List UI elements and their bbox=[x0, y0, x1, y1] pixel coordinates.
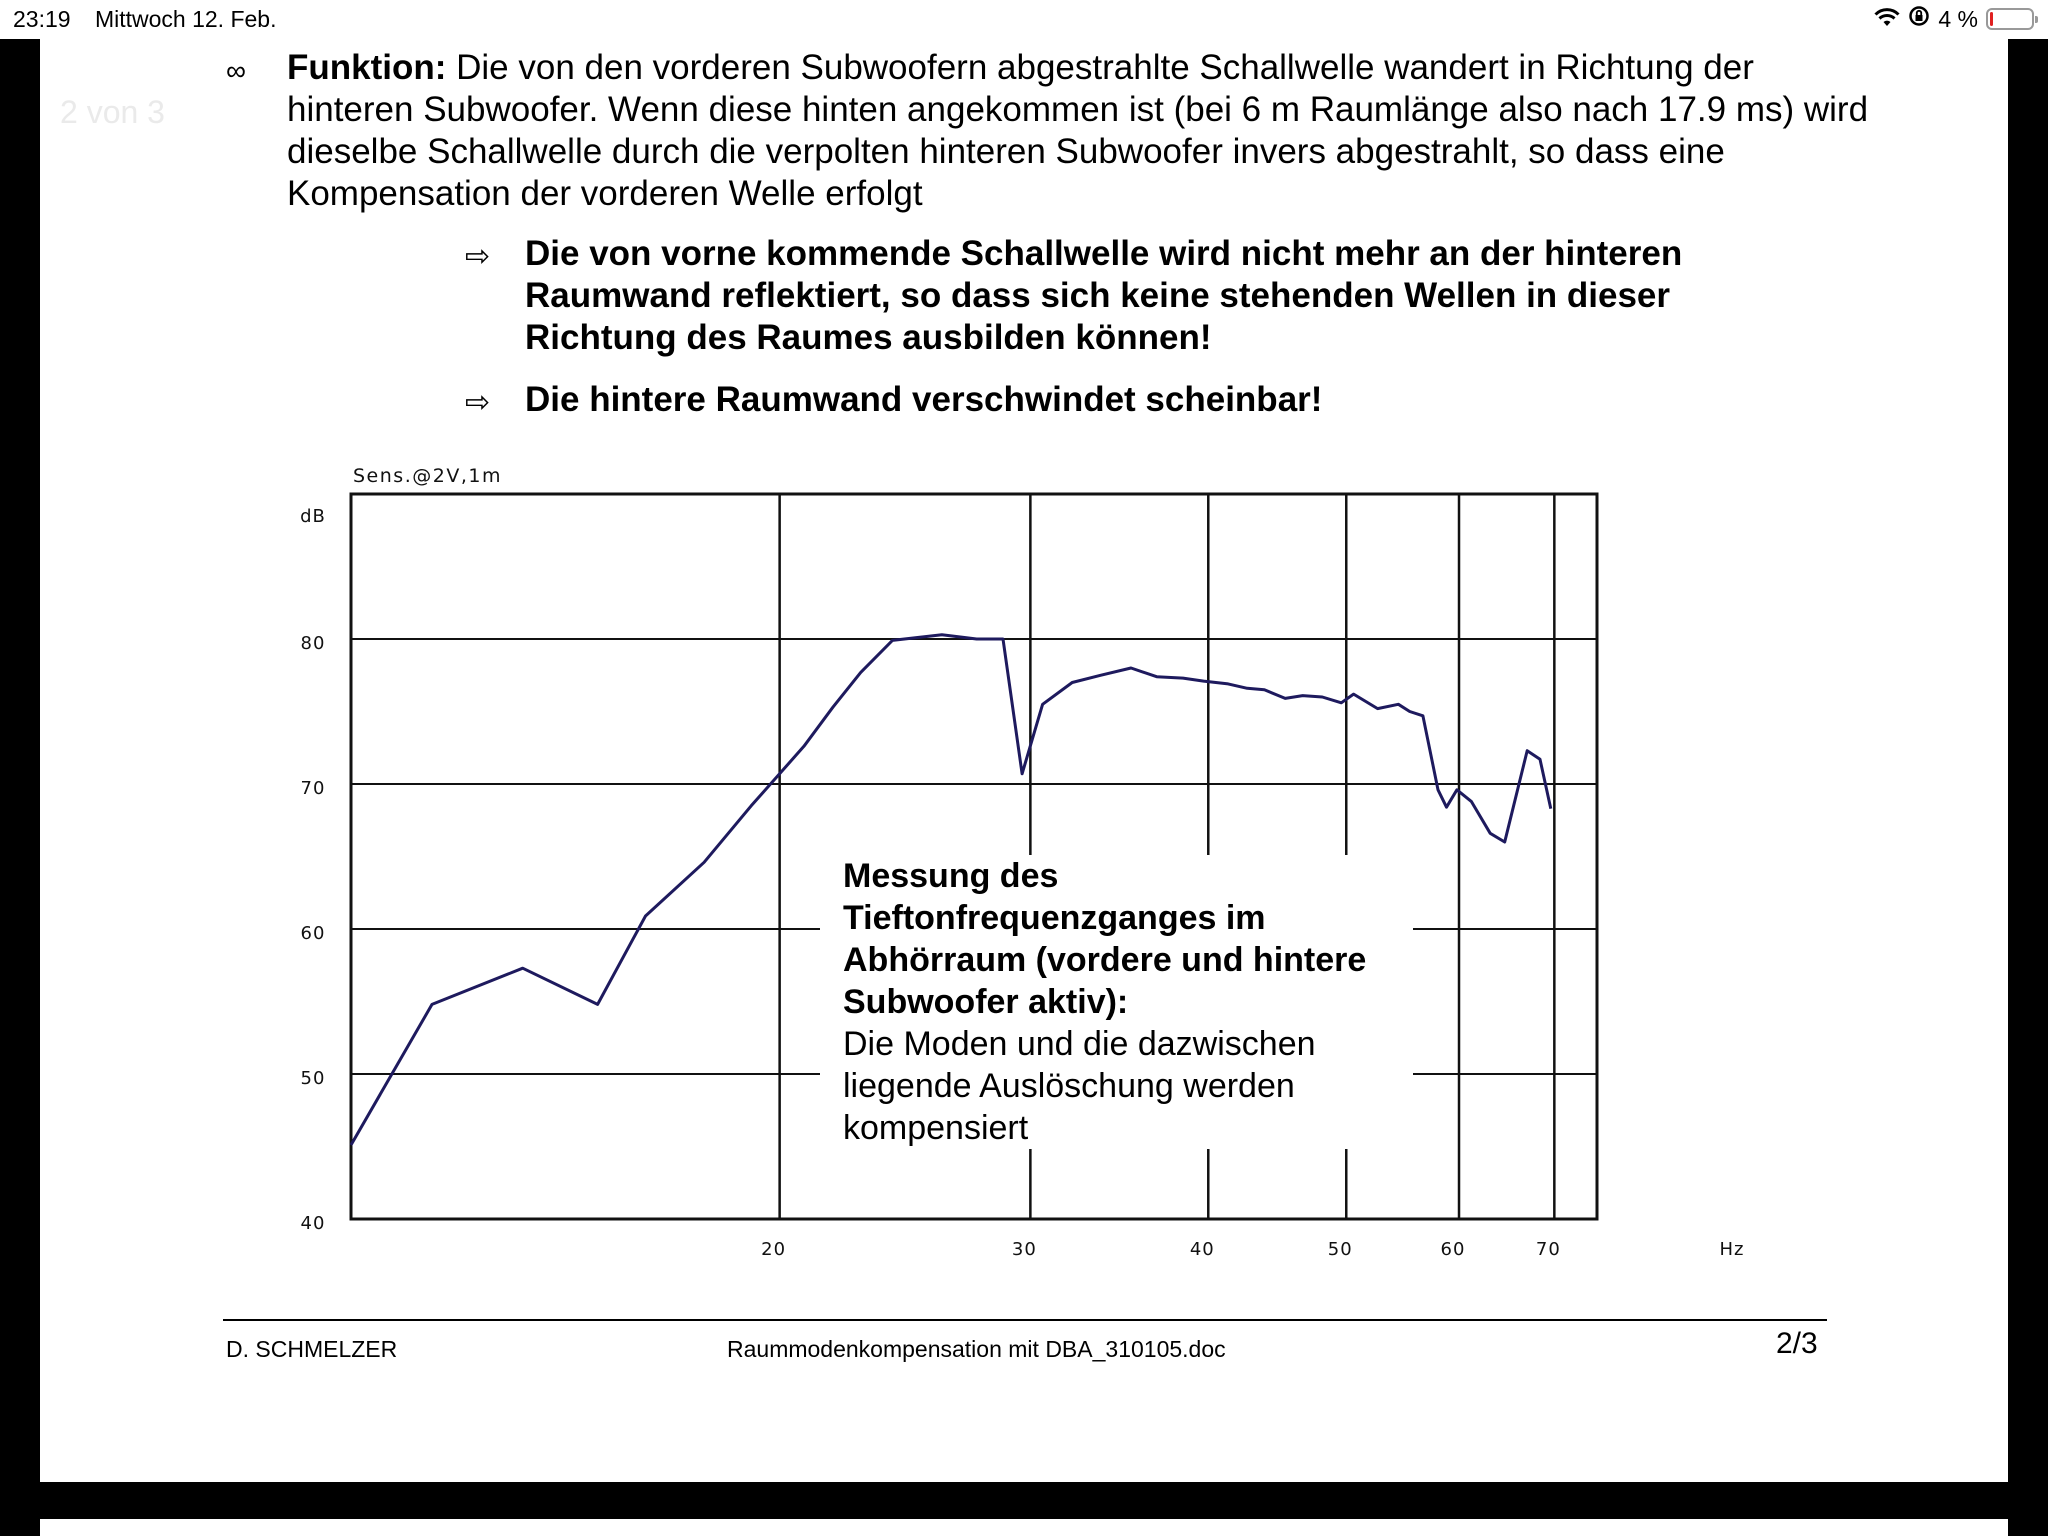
footer-author: D. SCHMELZER bbox=[226, 1336, 398, 1362]
wifi-icon bbox=[1874, 6, 1900, 33]
arrow-item-wall: Die hintere Raumwand verschwindet scheinbar! bbox=[525, 380, 1323, 419]
function-text: Die von den vorderen Subwoofern abgestrahlte Schallwelle wandert in Richtung der hinteren Subwoofer. Wenn diese hinten angekommen ist (bei 6 m Raumlänge also nach 17.9 ms) wird dieselbe Schallwelle durch die verpolten hinteren Subwoofer invers abgestrahlt, so dass eine Kompensation der vorderen Welle erfolgt bbox=[287, 48, 1869, 213]
y-axis-label: dB bbox=[300, 506, 326, 527]
footer-filename: Raummodenkompensation mit DBA_310105.doc bbox=[727, 1336, 1226, 1362]
arrow-bullet-icon: ⇨ bbox=[465, 386, 491, 419]
infinity-bullet-icon: ∞ bbox=[226, 55, 246, 86]
annotation-bold: Messung des Tieftonfrequenzganges im Abhörraum (vordere und hintere Subwoofer aktiv): bbox=[843, 857, 1367, 1021]
x-tick-label: 30 bbox=[1011, 1239, 1037, 1260]
document-page bbox=[40, 39, 2008, 1482]
y-tick-label: 80 bbox=[300, 633, 326, 654]
y-tick-label: 60 bbox=[300, 923, 326, 944]
x-tick-label: 50 bbox=[1327, 1239, 1353, 1260]
frequency-response-chart bbox=[40, 39, 2008, 1482]
footer-page-number: 2/3 bbox=[1776, 1327, 1818, 1360]
x-tick-label: 40 bbox=[1189, 1239, 1215, 1260]
function-label: Funktion: bbox=[287, 48, 447, 87]
status-bar bbox=[0, 0, 2048, 39]
rotation-lock-icon bbox=[1908, 5, 1930, 33]
arrow-bullet-icon: ⇨ bbox=[465, 240, 491, 273]
x-tick-label: 60 bbox=[1440, 1239, 1466, 1260]
status-date: Mittwoch 12. Feb. bbox=[94, 6, 277, 32]
status-time: 23:19 bbox=[13, 6, 71, 32]
battery-percentage: 4 % bbox=[1938, 5, 1978, 32]
measurement-annotation bbox=[820, 855, 1413, 1149]
x-tick-label: 20 bbox=[761, 1239, 787, 1260]
y-tick-label: 50 bbox=[300, 1068, 326, 1089]
arrow-item-reflection: Die von vorne kommende Schallwelle wird nicht mehr an der hinteren Raumwand reflektiert, so dass sich keine stehenden Wellen in dieser Richtung des Raumes ausbilden können! bbox=[525, 234, 1683, 357]
page-counter: 2 von 3 bbox=[60, 94, 165, 130]
x-axis-label: Hz bbox=[1719, 1239, 1745, 1260]
battery-icon bbox=[1986, 8, 2034, 30]
x-tick-label: 70 bbox=[1535, 1239, 1561, 1260]
next-page-edge bbox=[40, 1519, 2008, 1536]
y-tick-label: 70 bbox=[300, 778, 326, 799]
chart-title: Sens.@2V,1m bbox=[353, 465, 502, 487]
y-tick-label: 40 bbox=[300, 1213, 326, 1234]
annotation-text: Die Moden und die dazwischen liegende Auslöschung werden kompensiert bbox=[843, 1025, 1316, 1147]
footer-divider bbox=[223, 1319, 1827, 1321]
